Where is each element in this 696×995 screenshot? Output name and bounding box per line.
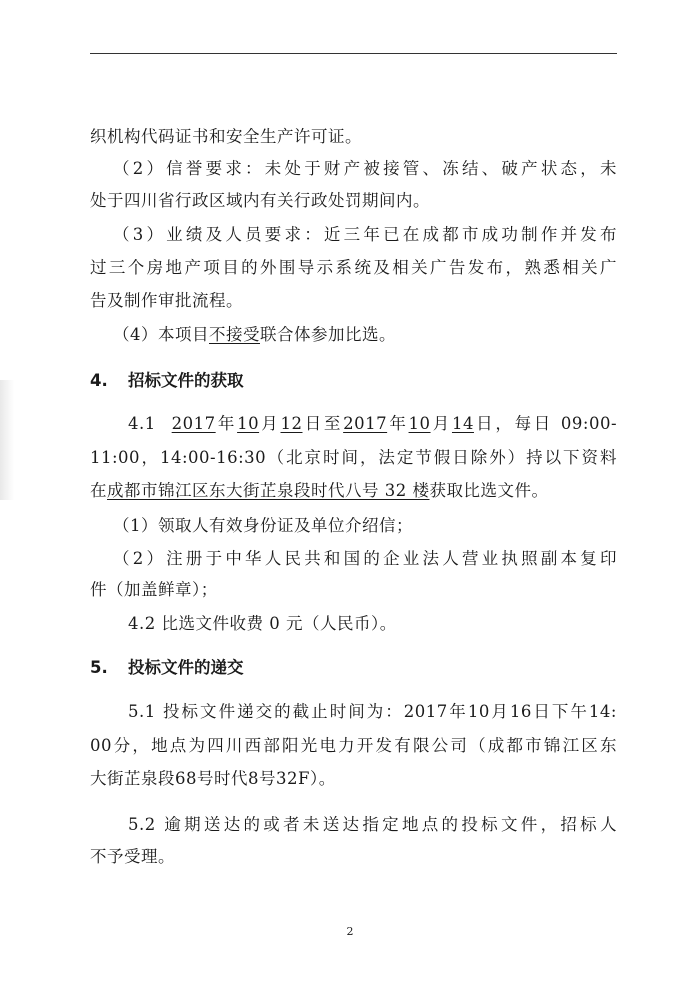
s42-line: 4.2 比选文件收费 0 元（人民币）。 (128, 614, 397, 633)
item-4-line (113, 323, 617, 347)
s41-text: 日，每日 09:00- (473, 414, 618, 433)
s41-line-2: 11:00，14:00-16:30（北京时间，法定节假日除外）持以下资料 (90, 448, 617, 467)
s41-text: 年 (387, 414, 409, 433)
s41-day2: 14 (451, 414, 474, 433)
section-5-title: 投标文件的递交 (128, 658, 244, 677)
header-rule (90, 53, 617, 54)
s41-location: 成都市锦江区东大街芷泉段时代八号 32 楼 (107, 481, 430, 500)
s51-line-1: 5.1 投标文件递交的截止时间为：2017年10月16日下午14: (128, 702, 617, 721)
text-line: （3）业绩及人员要求：近三年已在成都市成功制作并发布 (113, 225, 617, 244)
text-line: （2）信誉要求：未处于财产被接管、冻结、破产状态，未 (113, 159, 617, 178)
s41-text: 月 (430, 414, 452, 433)
scan-artifact (0, 380, 14, 500)
s41-day1: 12 (280, 414, 303, 433)
s41-item-1: （1）领取人有效身份证及单位介绍信； (113, 516, 413, 535)
s51-line-3: 大街芷泉段68号时代8号32F）。 (90, 769, 336, 788)
section-5-heading (90, 656, 244, 680)
s41-label: 4.1 (128, 414, 156, 433)
s41-month1: 10 (237, 414, 260, 433)
text-line: 织机构代码证书和安全生产许可证。 (90, 127, 362, 146)
section-4-number: 4. (90, 371, 108, 390)
s41-month2: 10 (408, 414, 431, 433)
item-4-pre: （4）本项目 (113, 325, 209, 344)
s41-text: 年 (215, 414, 238, 433)
s41-line-1 (128, 412, 617, 436)
section-4-heading (90, 369, 244, 393)
item-4-underlined: 不接受 (209, 325, 260, 344)
text-line: 过三个房地产项目的外围导示系统及相关广告发布，熟悉相关广 (90, 258, 617, 277)
page-number: 2 (346, 925, 354, 938)
s41-text: 日至 (302, 414, 344, 433)
s41-text: 在 (90, 481, 107, 500)
s41-text: 月 (259, 414, 281, 433)
s41-item-2: （2）注册于中华人民共和国的企业法人营业执照副本复印 (113, 549, 617, 568)
s52-line-1: 5.2 逾期送达的或者未送达指定地点的投标文件，招标人 (128, 815, 617, 834)
s41-text: 获取比选文件。 (429, 481, 549, 500)
text-line: 处于四川省行政区域内有关行政处罚期间内。 (90, 191, 430, 210)
s41-item-2-cont: 件（加盖鲜章）； (90, 580, 218, 599)
s51-line-2: 00分，地点为四川西部阳光电力开发有限公司（成都市锦江区东 (90, 736, 617, 755)
item-4-post: 联合体参加比选。 (260, 325, 396, 344)
s41-line-3 (90, 479, 617, 503)
text-line: 告及制作审批流程。 (90, 291, 243, 310)
section-5-number: 5. (90, 658, 108, 677)
s41-year2: 2017 (343, 414, 388, 433)
section-4-title: 招标文件的获取 (128, 371, 244, 390)
s41-year1: 2017 (171, 414, 216, 433)
s52-line-2: 不予受理。 (90, 847, 175, 866)
